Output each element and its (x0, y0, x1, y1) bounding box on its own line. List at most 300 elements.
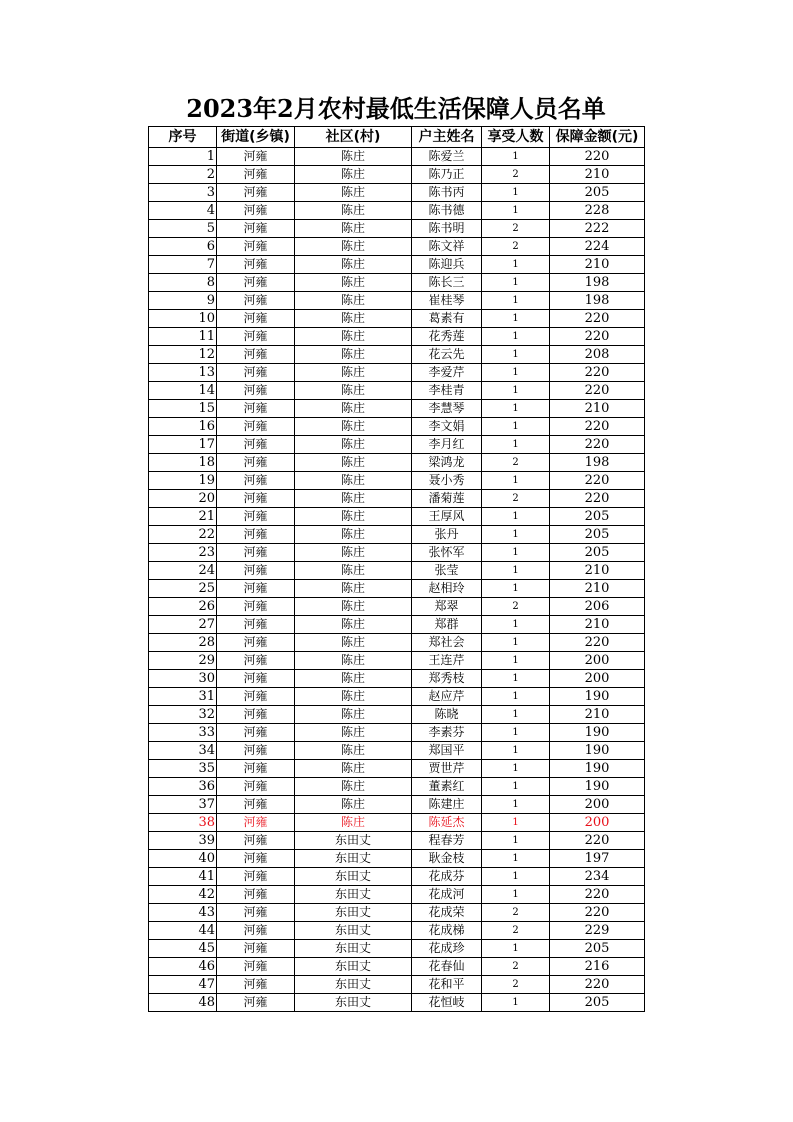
village-cell: 陈庄 (295, 418, 412, 436)
street-cell: 河雍 (217, 706, 295, 724)
village-cell: 东田丈 (295, 958, 412, 976)
street-cell: 河雍 (217, 616, 295, 634)
street-cell: 河雍 (217, 886, 295, 904)
village-cell: 陈庄 (295, 508, 412, 526)
householder-name-cell: 花恒岐 (412, 994, 482, 1012)
table-row (149, 454, 645, 472)
village-cell: 陈庄 (295, 598, 412, 616)
beneficiary-count-cell: 1 (482, 148, 550, 166)
street-cell: 河雍 (217, 166, 295, 184)
householder-name-cell: 陈长三 (412, 274, 482, 292)
page-title: 2023年2月农村最低生活保障人员名单 (186, 94, 606, 123)
beneficiary-count-cell: 1 (482, 472, 550, 490)
householder-name-cell: 花成梯 (412, 922, 482, 940)
village-cell: 陈庄 (295, 724, 412, 742)
amount-cell: 220 (550, 364, 645, 382)
street-cell: 河雍 (217, 904, 295, 922)
street-cell: 河雍 (217, 796, 295, 814)
village-cell: 陈庄 (295, 292, 412, 310)
amount-cell: 220 (550, 436, 645, 454)
serial-number-cell: 48 (149, 994, 217, 1012)
beneficiary-count-cell: 1 (482, 202, 550, 220)
amount-cell: 220 (550, 148, 645, 166)
beneficiary-count-cell: 2 (482, 922, 550, 940)
table-row (149, 940, 645, 958)
table-row (149, 994, 645, 1012)
village-cell: 东田丈 (295, 832, 412, 850)
amount-cell: 228 (550, 202, 645, 220)
amount-cell: 200 (550, 796, 645, 814)
village-cell: 东田丈 (295, 922, 412, 940)
table-body (149, 148, 645, 1012)
table-row (149, 238, 645, 256)
beneficiary-count-cell: 1 (482, 832, 550, 850)
beneficiary-count-cell: 1 (482, 670, 550, 688)
street-cell: 河雍 (217, 850, 295, 868)
table-row (149, 796, 645, 814)
amount-cell: 210 (550, 706, 645, 724)
beneficiary-count-cell: 1 (482, 688, 550, 706)
amount-cell: 210 (550, 256, 645, 274)
street-cell: 河雍 (217, 202, 295, 220)
beneficiary-count-cell: 1 (482, 310, 550, 328)
householder-name-cell: 赵应芹 (412, 688, 482, 706)
header-beneficiary-count: 享受人数 (482, 127, 550, 148)
serial-number-cell: 27 (149, 616, 217, 634)
amount-cell: 210 (550, 616, 645, 634)
householder-name-cell: 花成河 (412, 886, 482, 904)
serial-number-cell: 23 (149, 544, 217, 562)
table-row (149, 814, 645, 832)
village-cell: 陈庄 (295, 472, 412, 490)
amount-cell: 200 (550, 670, 645, 688)
table-row (149, 760, 645, 778)
beneficiary-count-cell: 1 (482, 274, 550, 292)
householder-name-cell: 贾世芹 (412, 760, 482, 778)
amount-cell: 220 (550, 328, 645, 346)
householder-name-cell: 王厚风 (412, 508, 482, 526)
beneficiary-count-cell: 1 (482, 778, 550, 796)
beneficiary-count-cell: 2 (482, 976, 550, 994)
amount-cell: 205 (550, 508, 645, 526)
beneficiary-count-cell: 1 (482, 292, 550, 310)
table-row (149, 634, 645, 652)
street-cell: 河雍 (217, 580, 295, 598)
village-cell: 陈庄 (295, 256, 412, 274)
householder-name-cell: 张怀军 (412, 544, 482, 562)
street-cell: 河雍 (217, 472, 295, 490)
amount-cell: 234 (550, 868, 645, 886)
table-row (149, 850, 645, 868)
householder-name-cell: 郑翠 (412, 598, 482, 616)
serial-number-cell: 7 (149, 256, 217, 274)
serial-number-cell: 28 (149, 634, 217, 652)
amount-cell: 229 (550, 922, 645, 940)
beneficiary-count-cell: 1 (482, 562, 550, 580)
street-cell: 河雍 (217, 832, 295, 850)
village-cell: 陈庄 (295, 688, 412, 706)
beneficiary-count-cell: 2 (482, 598, 550, 616)
village-cell: 陈庄 (295, 490, 412, 508)
amount-cell: 206 (550, 598, 645, 616)
serial-number-cell: 26 (149, 598, 217, 616)
street-cell: 河雍 (217, 598, 295, 616)
amount-cell: 220 (550, 832, 645, 850)
beneficiary-count-cell: 1 (482, 256, 550, 274)
serial-number-cell: 31 (149, 688, 217, 706)
village-cell: 陈庄 (295, 616, 412, 634)
table-row (149, 256, 645, 274)
serial-number-cell: 44 (149, 922, 217, 940)
amount-cell: 208 (550, 346, 645, 364)
street-cell: 河雍 (217, 238, 295, 256)
serial-number-cell: 18 (149, 454, 217, 472)
street-cell: 河雍 (217, 958, 295, 976)
amount-cell: 198 (550, 454, 645, 472)
householder-name-cell: 陈书明 (412, 220, 482, 238)
village-cell: 陈庄 (295, 202, 412, 220)
table-row (149, 400, 645, 418)
amount-cell: 210 (550, 580, 645, 598)
village-cell: 陈庄 (295, 436, 412, 454)
village-cell: 东田丈 (295, 850, 412, 868)
table-row (149, 202, 645, 220)
village-cell: 陈庄 (295, 742, 412, 760)
village-cell: 陈庄 (295, 652, 412, 670)
beneficiary-count-cell: 2 (482, 490, 550, 508)
table-row (149, 346, 645, 364)
beneficiary-count-cell: 1 (482, 436, 550, 454)
amount-cell: 210 (550, 400, 645, 418)
amount-cell: 220 (550, 886, 645, 904)
amount-cell: 220 (550, 904, 645, 922)
serial-number-cell: 12 (149, 346, 217, 364)
serial-number-cell: 15 (149, 400, 217, 418)
table-row (149, 958, 645, 976)
serial-number-cell: 20 (149, 490, 217, 508)
table-row (149, 976, 645, 994)
street-cell: 河雍 (217, 310, 295, 328)
beneficiary-count-cell: 1 (482, 526, 550, 544)
serial-number-cell: 35 (149, 760, 217, 778)
beneficiary-count-cell: 1 (482, 850, 550, 868)
street-cell: 河雍 (217, 436, 295, 454)
village-cell: 陈庄 (295, 400, 412, 418)
village-cell: 陈庄 (295, 220, 412, 238)
beneficiary-count-cell: 1 (482, 418, 550, 436)
amount-cell: 190 (550, 742, 645, 760)
table-row (149, 436, 645, 454)
table-row (149, 418, 645, 436)
header-street: 街道(乡镇) (217, 127, 295, 148)
householder-name-cell: 潘菊莲 (412, 490, 482, 508)
header-householder-name: 户主姓名 (412, 127, 482, 148)
table-row (149, 832, 645, 850)
householder-name-cell: 王连芹 (412, 652, 482, 670)
serial-number-cell: 36 (149, 778, 217, 796)
beneficiary-count-cell: 2 (482, 166, 550, 184)
village-cell: 陈庄 (295, 310, 412, 328)
householder-name-cell: 陈文祥 (412, 238, 482, 256)
street-cell: 河雍 (217, 148, 295, 166)
street-cell: 河雍 (217, 346, 295, 364)
header-serial-number: 序号 (149, 127, 217, 148)
beneficiary-count-cell: 2 (482, 958, 550, 976)
beneficiary-count-cell: 1 (482, 364, 550, 382)
table-row (149, 364, 645, 382)
beneficiary-count-cell: 1 (482, 634, 550, 652)
householder-name-cell: 李素芬 (412, 724, 482, 742)
table-row (149, 382, 645, 400)
street-cell: 河雍 (217, 508, 295, 526)
amount-cell: 205 (550, 940, 645, 958)
amount-cell: 210 (550, 562, 645, 580)
street-cell: 河雍 (217, 922, 295, 940)
serial-number-cell: 34 (149, 742, 217, 760)
serial-number-cell: 33 (149, 724, 217, 742)
householder-name-cell: 郑国平 (412, 742, 482, 760)
table-row (149, 562, 645, 580)
serial-number-cell: 32 (149, 706, 217, 724)
householder-name-cell: 陈书丙 (412, 184, 482, 202)
village-cell: 东田丈 (295, 994, 412, 1012)
serial-number-cell: 39 (149, 832, 217, 850)
street-cell: 河雍 (217, 184, 295, 202)
serial-number-cell: 47 (149, 976, 217, 994)
householder-name-cell: 李桂青 (412, 382, 482, 400)
table-row (149, 544, 645, 562)
amount-cell: 197 (550, 850, 645, 868)
serial-number-cell: 29 (149, 652, 217, 670)
serial-number-cell: 21 (149, 508, 217, 526)
village-cell: 陈庄 (295, 634, 412, 652)
village-cell: 陈庄 (295, 166, 412, 184)
householder-name-cell: 陈书德 (412, 202, 482, 220)
serial-number-cell: 19 (149, 472, 217, 490)
householder-name-cell: 程春芳 (412, 832, 482, 850)
street-cell: 河雍 (217, 526, 295, 544)
street-cell: 河雍 (217, 490, 295, 508)
table-row (149, 598, 645, 616)
householder-name-cell: 葛素有 (412, 310, 482, 328)
amount-cell: 210 (550, 166, 645, 184)
table-row (149, 868, 645, 886)
village-cell: 陈庄 (295, 238, 412, 256)
serial-number-cell: 8 (149, 274, 217, 292)
beneficiary-count-cell: 1 (482, 400, 550, 418)
amount-cell: 224 (550, 238, 645, 256)
householder-name-cell: 崔桂琴 (412, 292, 482, 310)
table-row (149, 706, 645, 724)
beneficiary-count-cell: 1 (482, 814, 550, 832)
serial-number-cell: 6 (149, 238, 217, 256)
amount-cell: 190 (550, 688, 645, 706)
village-cell: 陈庄 (295, 328, 412, 346)
beneficiary-count-cell: 1 (482, 580, 550, 598)
householder-name-cell: 董素红 (412, 778, 482, 796)
amount-cell: 220 (550, 976, 645, 994)
amount-cell: 200 (550, 652, 645, 670)
table-row (149, 508, 645, 526)
village-cell: 陈庄 (295, 706, 412, 724)
table-row (149, 922, 645, 940)
village-cell: 东田丈 (295, 904, 412, 922)
street-cell: 河雍 (217, 940, 295, 958)
amount-cell: 216 (550, 958, 645, 976)
street-cell: 河雍 (217, 256, 295, 274)
street-cell: 河雍 (217, 364, 295, 382)
serial-number-cell: 37 (149, 796, 217, 814)
serial-number-cell: 3 (149, 184, 217, 202)
street-cell: 河雍 (217, 814, 295, 832)
table-row (149, 148, 645, 166)
amount-cell: 205 (550, 544, 645, 562)
beneficiary-count-cell: 1 (482, 328, 550, 346)
village-cell: 陈庄 (295, 526, 412, 544)
beneficiary-count-cell: 1 (482, 346, 550, 364)
householder-name-cell: 陈迎兵 (412, 256, 482, 274)
serial-number-cell: 14 (149, 382, 217, 400)
village-cell: 陈庄 (295, 274, 412, 292)
table-header-row (149, 127, 645, 148)
street-cell: 河雍 (217, 742, 295, 760)
householder-name-cell: 花和平 (412, 976, 482, 994)
street-cell: 河雍 (217, 778, 295, 796)
table-row (149, 490, 645, 508)
table-row (149, 580, 645, 598)
householder-name-cell: 郑群 (412, 616, 482, 634)
street-cell: 河雍 (217, 418, 295, 436)
table-row (149, 616, 645, 634)
serial-number-cell: 4 (149, 202, 217, 220)
table-row (149, 652, 645, 670)
table-row (149, 472, 645, 490)
serial-number-cell: 1 (149, 148, 217, 166)
householder-name-cell: 李文娟 (412, 418, 482, 436)
table-row (149, 688, 645, 706)
village-cell: 陈庄 (295, 544, 412, 562)
street-cell: 河雍 (217, 760, 295, 778)
table-row (149, 166, 645, 184)
street-cell: 河雍 (217, 562, 295, 580)
beneficiary-count-cell: 1 (482, 868, 550, 886)
table-row (149, 328, 645, 346)
street-cell: 河雍 (217, 670, 295, 688)
village-cell: 东田丈 (295, 886, 412, 904)
beneficiary-count-cell: 1 (482, 616, 550, 634)
serial-number-cell: 46 (149, 958, 217, 976)
householder-name-cell: 花秀莲 (412, 328, 482, 346)
serial-number-cell: 16 (149, 418, 217, 436)
village-cell: 陈庄 (295, 796, 412, 814)
amount-cell: 190 (550, 760, 645, 778)
beneficiary-count-cell: 1 (482, 508, 550, 526)
village-cell: 陈庄 (295, 382, 412, 400)
serial-number-cell: 38 (149, 814, 217, 832)
beneficiary-count-cell: 1 (482, 796, 550, 814)
header-amount: 保障金额(元) (550, 127, 645, 148)
householder-name-cell: 花成珍 (412, 940, 482, 958)
amount-cell: 205 (550, 184, 645, 202)
serial-number-cell: 41 (149, 868, 217, 886)
table-row (149, 904, 645, 922)
beneficiary-count-cell: 1 (482, 940, 550, 958)
table-row (149, 886, 645, 904)
householder-name-cell: 李爱芹 (412, 364, 482, 382)
village-cell: 陈庄 (295, 760, 412, 778)
street-cell: 河雍 (217, 652, 295, 670)
recipients-table (148, 126, 645, 1012)
householder-name-cell: 花成芬 (412, 868, 482, 886)
serial-number-cell: 42 (149, 886, 217, 904)
householder-name-cell: 聂小秀 (412, 472, 482, 490)
street-cell: 河雍 (217, 976, 295, 994)
serial-number-cell: 9 (149, 292, 217, 310)
householder-name-cell: 陈爱兰 (412, 148, 482, 166)
amount-cell: 198 (550, 274, 645, 292)
amount-cell: 200 (550, 814, 645, 832)
village-cell: 陈庄 (295, 778, 412, 796)
village-cell: 陈庄 (295, 454, 412, 472)
header-village: 社区(村) (295, 127, 412, 148)
beneficiary-count-cell: 1 (482, 760, 550, 778)
street-cell: 河雍 (217, 382, 295, 400)
street-cell: 河雍 (217, 274, 295, 292)
serial-number-cell: 24 (149, 562, 217, 580)
table-row (149, 220, 645, 238)
householder-name-cell: 花成荣 (412, 904, 482, 922)
serial-number-cell: 17 (149, 436, 217, 454)
serial-number-cell: 40 (149, 850, 217, 868)
street-cell: 河雍 (217, 544, 295, 562)
village-cell: 陈庄 (295, 184, 412, 202)
beneficiary-count-cell: 1 (482, 544, 550, 562)
table-row (149, 526, 645, 544)
table-row (149, 292, 645, 310)
householder-name-cell: 花春仙 (412, 958, 482, 976)
street-cell: 河雍 (217, 292, 295, 310)
street-cell: 河雍 (217, 634, 295, 652)
amount-cell: 222 (550, 220, 645, 238)
serial-number-cell: 5 (149, 220, 217, 238)
table-row (149, 778, 645, 796)
householder-name-cell: 陈乃正 (412, 166, 482, 184)
beneficiary-count-cell: 1 (482, 994, 550, 1012)
householder-name-cell: 陈晓 (412, 706, 482, 724)
householder-name-cell: 郑秀枝 (412, 670, 482, 688)
householder-name-cell: 陈建庄 (412, 796, 482, 814)
householder-name-cell: 张莹 (412, 562, 482, 580)
householder-name-cell: 花云先 (412, 346, 482, 364)
table-row (149, 274, 645, 292)
serial-number-cell: 45 (149, 940, 217, 958)
village-cell: 陈庄 (295, 580, 412, 598)
village-cell: 陈庄 (295, 148, 412, 166)
village-cell: 陈庄 (295, 670, 412, 688)
table-row (149, 724, 645, 742)
street-cell: 河雍 (217, 220, 295, 238)
village-cell: 陈庄 (295, 346, 412, 364)
street-cell: 河雍 (217, 688, 295, 706)
householder-name-cell: 赵相玲 (412, 580, 482, 598)
amount-cell: 190 (550, 778, 645, 796)
street-cell: 河雍 (217, 868, 295, 886)
street-cell: 河雍 (217, 994, 295, 1012)
householder-name-cell: 李月红 (412, 436, 482, 454)
street-cell: 河雍 (217, 400, 295, 418)
beneficiary-count-cell: 1 (482, 382, 550, 400)
amount-cell: 190 (550, 724, 645, 742)
